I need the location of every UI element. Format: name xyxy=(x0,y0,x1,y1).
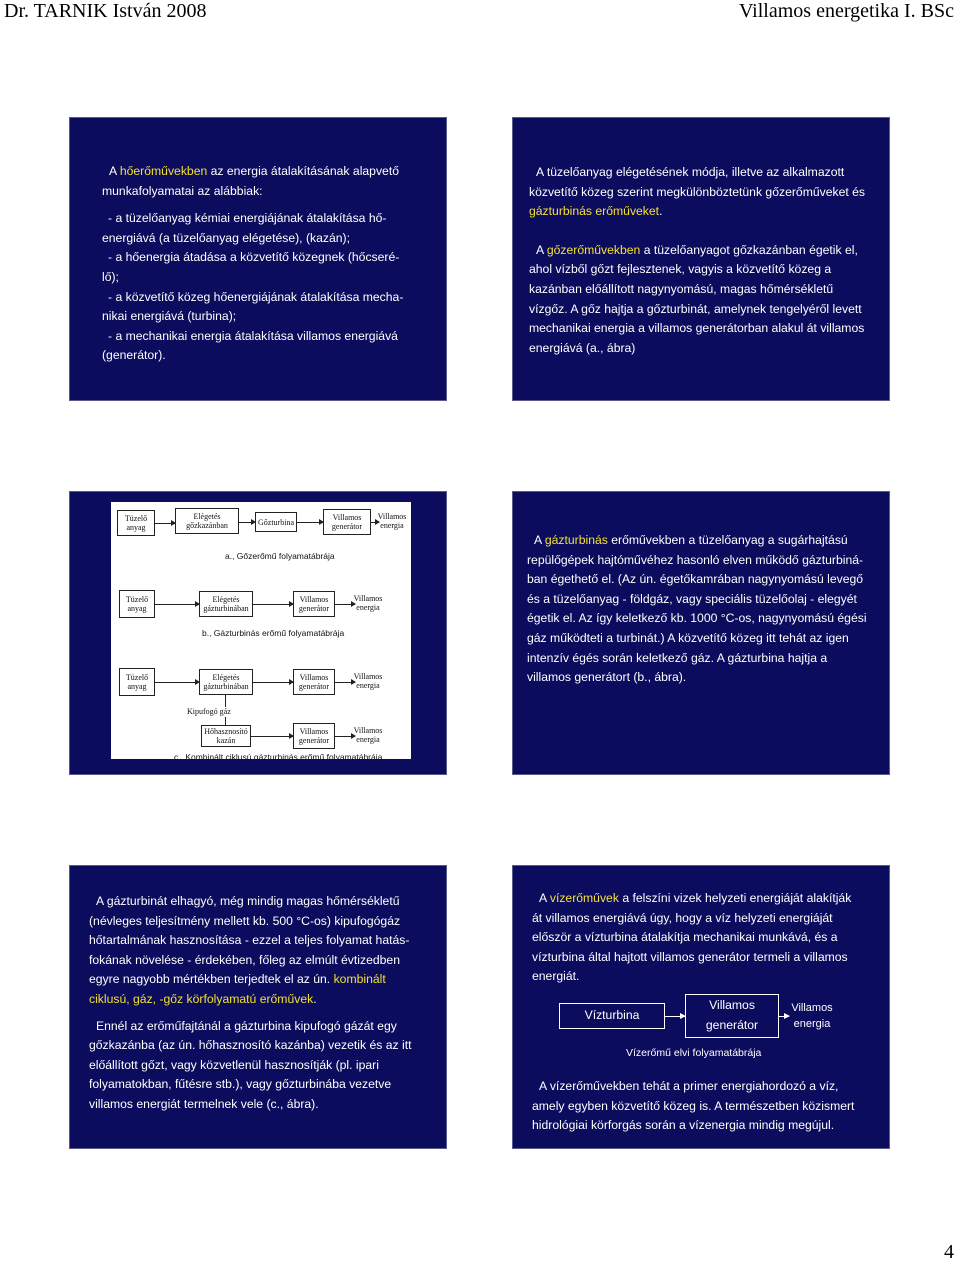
text-line: Ennél az erőműfajtánál a gázturbina kipufogó gázát egy xyxy=(96,1018,397,1033)
text-line: repülőgépek hajtóművéhez hasonló elven működő gázturbiná- xyxy=(527,552,864,567)
diagram-c-caption: c., Kombinált ciklusú gázturbinás erőmű folyamatábrája xyxy=(174,752,383,762)
slide-hydro-power-plants xyxy=(512,865,890,1149)
arrow xyxy=(251,736,293,737)
text-line: vízgőz. A gőz hajtja a gőzturbinát, amelynek tengelyéről levett xyxy=(529,301,862,316)
text-line: - a hőenergia átadása a közvetítő közegnek (hőcseré- xyxy=(108,250,400,265)
highlight-term: hőerőművekben xyxy=(119,164,208,178)
diagram-c-exhaust-label: Kipufogó gáz xyxy=(187,707,231,716)
highlight-term: vízerőművek xyxy=(549,891,619,905)
flow-line xyxy=(225,695,226,707)
diagram-a-fuel-box: Tüzelő anyag xyxy=(117,510,155,536)
page-number: 4 xyxy=(944,1241,954,1263)
slide-text xyxy=(532,1077,873,1136)
text-line: - a mechanikai energia átalakítása villamos energiává xyxy=(108,328,398,343)
slide-steam-and-gas-turbine-plants xyxy=(512,117,890,401)
text-line: A vízerőművekben tehát a primer energiahordozó a víz, xyxy=(539,1079,839,1093)
diagram-c-output2-label: Villamos energia xyxy=(353,726,383,744)
diagram-a-output-label: Villamos energia xyxy=(377,512,407,530)
generator-label-line: generátor xyxy=(705,1018,759,1032)
text-line: gázturbinás erőműveket. xyxy=(529,204,663,219)
diagram-c-generator-box: Villamos generátor xyxy=(293,669,335,695)
text-line: (névleges teljesítmény mellett kb. 500 °C-os) kipufogógáz xyxy=(89,913,401,928)
text-line: munkafolyamatai az alábbiak: xyxy=(102,183,263,198)
highlight-term: gőzerőművekben xyxy=(546,242,641,257)
highlight-term: gázturbinás erőműveket xyxy=(529,204,660,219)
slide-process-diagrams xyxy=(69,491,447,775)
text-line: gőzkazánba (az ún. hőhasznosító kazánba) vezetik és az itt xyxy=(89,1038,412,1053)
text-line: kazánban előállított nagynyomású, magas hőmérsékletű xyxy=(529,281,834,296)
slide-combined-cycle-plants xyxy=(69,865,447,1149)
text-line: energiává (a tüzelőanyag elégetése), (kazán); xyxy=(102,230,350,245)
slide-text xyxy=(527,531,879,688)
arrow xyxy=(253,604,293,605)
arrow xyxy=(239,522,255,523)
text-line: vízturbina által hajtott villamos generátor termeli a villamos xyxy=(532,949,848,964)
hydro-output-label xyxy=(787,1000,837,1032)
text-line: közvetítő közeg szerint megkülönböztetünk gőzerőműveket és xyxy=(529,184,866,199)
highlight-term: ciklusú, gáz, -gőz körfolyamatú erőművek xyxy=(89,991,314,1006)
diagram-b-caption: b., Gázturbinás erőmű folyamatábrája xyxy=(202,628,345,638)
slide-text xyxy=(89,892,430,1115)
slide-thermal-power-plant xyxy=(69,117,447,401)
text-line: A gázturbinát elhagyó, még mindig magas hőmérsékletű xyxy=(96,894,400,908)
slide-gas-turbine-plants xyxy=(512,491,890,775)
hydro-generator-box xyxy=(685,994,779,1038)
text-line: ahol vízből gőzt fejlesztenek, vagyis a közvetítő közeg a xyxy=(529,262,832,277)
slide-text xyxy=(532,889,873,987)
diagram-a-caption: a., Gőzerőmű folyamatábrája xyxy=(225,551,335,561)
arrow xyxy=(297,522,323,523)
text-line: fokának növelése - érdekében, főleg az elmúlt évtizedben xyxy=(89,952,400,967)
text-line: A hőerőművekben az energia átalakításának alapvető xyxy=(109,164,399,178)
arrow xyxy=(155,682,199,683)
diagram-a-generator-box: Villamos generátor xyxy=(323,509,371,535)
text-line: ban égethető el. (Az ún. égetőkamrában nagynyomású levegő xyxy=(527,572,864,587)
diagram-c-fuel-box: Tüzelő anyag xyxy=(119,668,155,696)
header-course-title: Villamos energetika I. BSc xyxy=(738,0,954,22)
text-line: előállított gőzt, vagy közvetlenül hasznosítják (pl. ipari xyxy=(89,1057,379,1072)
diagram-b-generator-box: Villamos generátor xyxy=(293,591,335,617)
text-line: lő); xyxy=(102,269,119,284)
text-line: gáz működteti a turbinát.) A közvetítő közeg itt tehát az igen xyxy=(527,630,849,645)
diagram-c-generator2-box: Villamos generátor xyxy=(293,723,335,749)
highlight-term: kombinált xyxy=(333,972,386,987)
text-line: A vízerőművek a felszíni vizek helyzeti energiáját alakítják xyxy=(539,891,852,905)
text-line: (generátor). xyxy=(102,348,166,363)
hydro-diagram-caption: Vízerőmű elvi folyamatábrája xyxy=(626,1047,762,1059)
text-line: hidrológiai körforgás során a vízenergia mindig megújul. xyxy=(532,1118,835,1133)
diagram-c-combustion-box: Elégetés gázturbinában xyxy=(199,669,253,695)
text-line: mechanikai energia a villamos generátorban alakul át villamos xyxy=(529,321,865,336)
text-line: nikai energiává (turbina); xyxy=(102,309,237,324)
highlight-term: gázturbinás xyxy=(544,533,608,547)
text-line: intenzív égés során keletkező gáz. A gázturbina hajtja a xyxy=(527,650,828,665)
text-line: - a közvetítő közeg hőenergiájának átalakítása mecha- xyxy=(108,289,404,304)
diagram-a-turbine-box: Gőzturbina xyxy=(255,512,297,532)
text-line: át villamos energiává úgy, hogy a víz helyzeti energiáját xyxy=(532,910,833,925)
text-line: hőtartalmának hasznosítása - ezzel a teljes folyamat hatás- xyxy=(89,933,410,948)
slide-text xyxy=(529,163,877,358)
header-author: Dr. TARNIK István 2008 xyxy=(4,0,207,22)
diagram-panel xyxy=(111,502,411,759)
diagram-b-output-label: Villamos energia xyxy=(353,594,383,612)
text-line: villamos generátort (b., ábra). xyxy=(527,670,687,685)
text-line: és a tüzelőanyag - földgáz, vagy speciális tüzelőolaj - elegyét xyxy=(527,591,857,606)
flow-line xyxy=(225,717,226,725)
text-line: energiává (a., ábra) xyxy=(529,340,636,355)
slide-text xyxy=(102,162,420,366)
diagram-a-boiler-box: Elégetés gőzkazánban xyxy=(175,508,239,534)
text-line: - a tüzelőanyag kémiai energiájának átalakítása hő- xyxy=(108,211,387,226)
diagram-b-combustion-box: Elégetés gázturbinában xyxy=(199,591,253,617)
hydro-turbine-box: Vízturbina xyxy=(559,1003,665,1029)
text-line: A tüzelőanyag elégetésének módja, illetve az alkalmazott xyxy=(536,165,845,179)
diagram-b-fuel-box: Tüzelő anyag xyxy=(119,590,155,618)
output-label-line: energia xyxy=(793,1018,831,1030)
diagram-c-hrsg-box: Hőhasznosító kazán xyxy=(201,725,251,747)
text-line: égetik el. Az így keletkező kb. 1000 °C-os, nagynyomású égési xyxy=(527,611,867,626)
arrow xyxy=(155,523,175,524)
text-line: A gázturbinás erőművekben a tüzelőanyag a sugárhajtású xyxy=(534,533,848,547)
arrow xyxy=(665,1016,685,1017)
text-line: energiát. xyxy=(532,969,580,984)
generator-label-line: Villamos xyxy=(709,998,755,1013)
text-line: egyre nagyobb mértékben terjedtek el az ún. kombinált xyxy=(89,972,386,987)
output-label-line: Villamos xyxy=(791,1002,833,1014)
diagram-c-output-label: Villamos energia xyxy=(353,672,383,690)
arrow xyxy=(155,604,199,605)
text-line: amely egyben közvetítő közeg is. A természetben közismert xyxy=(532,1098,855,1113)
text-line: villamos energiát termelnek vele (c., ábra). xyxy=(89,1096,319,1111)
text-line: ciklusú, gáz, -gőz körfolyamatú erőművek. xyxy=(89,991,317,1006)
text-line: először a vízturbina átalakítja mechanikai munkává, és a xyxy=(532,930,838,945)
arrow xyxy=(253,682,293,683)
text-line: folyamatokban, fűtésre stb.), vagy gőzturbinába vezetve xyxy=(89,1077,392,1092)
text-line: A gőzerőművekben a tüzelőanyagot gőzkazánban égetik el, xyxy=(536,242,858,257)
